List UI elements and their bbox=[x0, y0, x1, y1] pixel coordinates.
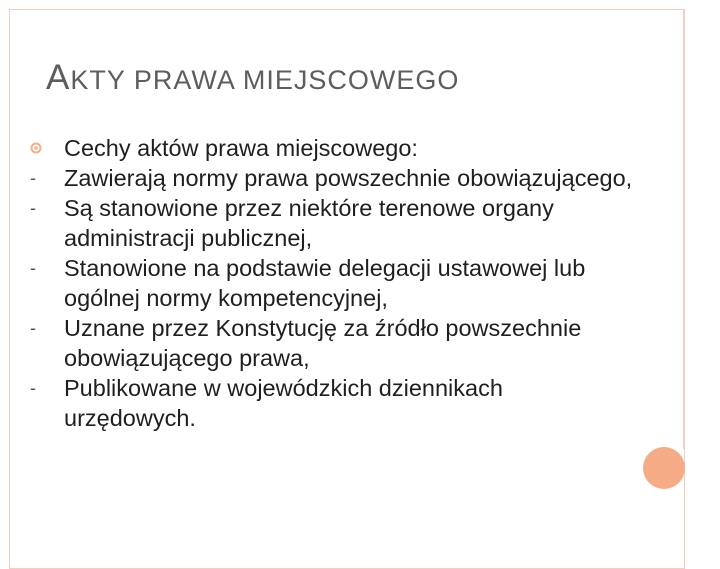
lead-row bbox=[26, 133, 636, 163]
dash-glyph: - bbox=[30, 198, 36, 218]
dash-glyph: - bbox=[30, 378, 36, 398]
title-first-letter: A bbox=[46, 58, 71, 97]
dash-marker bbox=[26, 313, 64, 343]
list-item-text: Uznane przez Konstytucję za źródło powszechnie obowiązującego prawa, bbox=[64, 315, 582, 371]
orange-circle-icon bbox=[643, 447, 685, 489]
dash-marker bbox=[26, 163, 64, 193]
list-item-text: Są stanowione przez niektóre terenowe organy administracji publicznej, bbox=[64, 195, 554, 251]
title-rest: KTY PRAWA MIEJSCOWEGO bbox=[70, 65, 460, 95]
dash-marker bbox=[26, 373, 64, 403]
dash-marker bbox=[26, 193, 64, 223]
lead-text: Cechy aktów prawa miejscowego: bbox=[64, 135, 418, 161]
list-item-text: Stanowione na podstawie delegacji ustawowej lub ogólnej normy kompetencyjnej, bbox=[64, 255, 586, 311]
dash-glyph: - bbox=[30, 258, 36, 278]
slide-content bbox=[26, 133, 636, 433]
list-item bbox=[26, 253, 636, 313]
circle-bullet-icon bbox=[30, 142, 42, 154]
lead-marker bbox=[26, 133, 64, 163]
dash-glyph: - bbox=[30, 168, 36, 188]
list-item-text: Publikowane w wojewódzkich dziennikach urzędowych. bbox=[64, 375, 503, 431]
list-item bbox=[26, 163, 636, 193]
list-item bbox=[26, 373, 636, 433]
slide-title bbox=[46, 60, 459, 95]
dash-marker bbox=[26, 253, 64, 283]
list-item bbox=[26, 193, 636, 253]
list-item bbox=[26, 313, 636, 373]
decorative-line bbox=[683, 9, 684, 449]
list-item-text: Zawierają normy prawa powszechnie obowiązującego, bbox=[64, 165, 633, 191]
dash-glyph: - bbox=[30, 318, 36, 338]
